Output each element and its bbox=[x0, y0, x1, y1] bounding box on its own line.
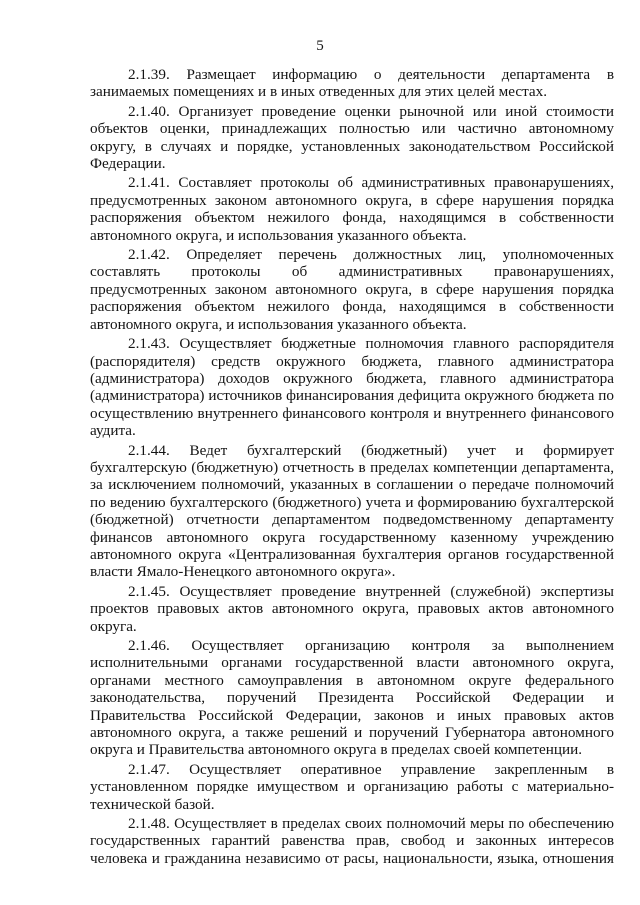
paragraph-2-1-46: 2.1.46. Осуществляет организацию контроля за выполнением исполнительными органами государственной власти автономного округа, органами местного самоуправления в автономном округе федерального законодательства, поручений Президента Российской Федерации и Правительства Российской Федерации, законов и иных правовых актов автономного округа, а также решений и поручений Губернатора автономного округа и Правительства автономного округа в пределах своей компетенции. bbox=[90, 637, 614, 759]
paragraph-2-1-40: 2.1.40. Организует проведение оценки рыночной или иной стоимости объектов оценки, принадлежащих полностью или частично автономному округу, в случаях и порядке, установленных законодательством Российской Федерации. bbox=[90, 102, 614, 173]
paragraph-2-1-43: 2.1.43. Осуществляет бюджетные полномочия главного распорядителя (распорядителя) средств окружного бюджета, главного администратора (администратора) доходов окружного бюджета, главного администратора (администратора) источников финансирования дефицита окружного бюджета по осуществлению внутреннего финансового контроля и внутреннего финансового аудита. bbox=[90, 335, 614, 440]
paragraph-2-1-39: 2.1.39. Размещает информацию о деятельности департамента в занимаемых помещениях и в иных отведенных для этих целей местах. bbox=[90, 66, 614, 101]
paragraph-2-1-41: 2.1.41. Составляет протоколы об административных правонарушениях, предусмотренных законом автономного округа, в сфере нарушения порядка распоряжения объектом нежилого фонда, находящимся в собственности автономного округа, и использования указанного объекта. bbox=[90, 174, 614, 244]
page-number: 5 bbox=[316, 38, 324, 54]
document-body bbox=[90, 66, 614, 869]
paragraph-2-1-42: 2.1.42. Определяет перечень должностных лиц, уполномоченных составлять протоколы об административных правонарушениях, предусмотренных законом автономного округа, в сфере нарушения порядка распоряжения объектом нежилого фонда, находящимся в собственности автономного округа, и использования указанного объекта. bbox=[90, 246, 614, 333]
paragraph-2-1-47: 2.1.47. Осуществляет оперативное управление закрепленным в установленном порядке имуществом и организацию работы с материально-технической базой. bbox=[90, 760, 614, 813]
paragraph-2-1-44: 2.1.44. Ведет бухгалтерский (бюджетный) учет и формирует бухгалтерскую (бюджетную) отчетность в пределах компетенции департамента, за исключением полномочий, указанных в соглашении о передаче полномочий по ведению бухгалтерского (бюджетного) учета и формированию бухгалтерской (бюджетной) отчетности департаментом подведомственному департаменту финансов автономного округа государственному казенному учреждению автономного округа «Централизованная бухгалтерия органов государственной власти Ямало-Ненецкого автономного округа». bbox=[90, 441, 614, 581]
paragraph-2-1-48: 2.1.48. Осуществляет в пределах своих полномочий меры по обеспечению государственных гарантий равенства прав, свобод и законных интересов человека и гражданина независимо от расы, национальности, языка, отношения bbox=[90, 815, 614, 867]
paragraph-2-1-45: 2.1.45. Осуществляет проведение внутренней (служебной) экспертизы проектов правовых актов автономного округа, правовых актов автономного округа. bbox=[90, 582, 614, 635]
